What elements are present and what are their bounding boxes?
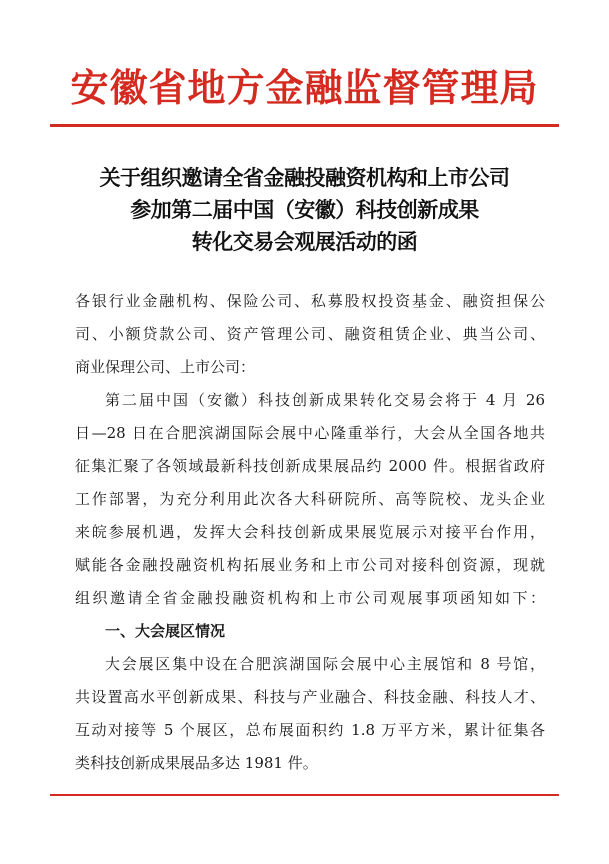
title-line: 关于组织邀请全省金融投融资机构和上市公司	[99, 166, 510, 190]
paragraph-line: 大会展区集中设在合肥滨湖国际会展中心主展馆和 8 号馆，	[105, 655, 545, 673]
paragraph-line: 第二届中国（安徽）科技创新成果转化交易会将于 4 月 26	[105, 391, 545, 409]
paragraph-line: 互动对接等 5 个展区，总布展面积约 1.8 万平方米，累计征集各	[75, 721, 545, 739]
paragraph-line: 来皖参展机遇，发挥大会科技创新成果展览展示对接平台作用，	[75, 523, 545, 541]
section-heading: 一、大会展区情况	[105, 622, 226, 640]
footer-red-rule	[50, 794, 559, 796]
document-body	[75, 285, 545, 780]
title-line: 参加第二届中国（安徽）科技创新成果	[130, 198, 479, 222]
paragraph-line: 工作部署，为充分利用此次各大科研院所、高等院校、龙头企业	[75, 490, 545, 508]
paragraph-line: 征集汇聚了各领域最新科技创新成果展品约 2000 件。根据省政府	[75, 457, 545, 475]
paragraph-line: 赋能各金融投融资机构拓展业务和上市公司对接科创资源，现就	[75, 556, 545, 574]
addressee-line: 司、小额贷款公司、资产管理公司、融资租赁企业、典当公司、	[75, 325, 545, 343]
addressee-line: 各银行业金融机构、保险公司、私募股权投资基金、融资担保公	[75, 292, 545, 310]
paragraph-line: 组织邀请全省金融投融资机构和上市公司观展事项函知如下：	[75, 589, 545, 607]
paragraph-line: 类科技创新成果展品多达 1981 件。	[75, 754, 318, 772]
paragraph-line: 日—28 日在合肥滨湖国际会展中心隆重举行，大会从全国各地共	[75, 424, 545, 442]
paragraph-exhibition	[75, 648, 545, 780]
paragraph-intro	[75, 384, 545, 615]
document-title	[30, 162, 579, 258]
letterhead-org-name: 安徽省地方金融监督管理局	[70, 65, 539, 110]
paragraph-line: 共设置高水平创新成果、科技与产业融合、科技金融、科技人才、	[75, 688, 545, 706]
title-line: 转化交易会观展活动的函	[191, 230, 418, 254]
addressee-block	[75, 285, 545, 384]
letterhead-red-rule	[50, 124, 559, 127]
addressee-line: 商业保理公司、上市公司：	[75, 358, 256, 376]
